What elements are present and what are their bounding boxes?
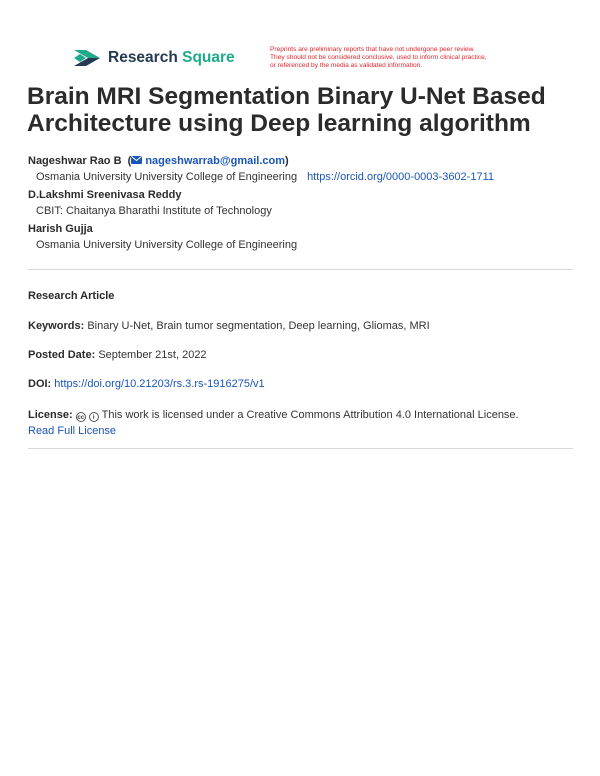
- envelope-icon: [131, 156, 142, 164]
- author-3-name: Harish Gujja: [28, 223, 93, 235]
- doi-link[interactable]: https://doi.org/10.21203/rs.3.rs-1916275/v1: [54, 378, 265, 390]
- research-square-logo[interactable]: [72, 48, 235, 68]
- research-square-logo-icon: [72, 48, 102, 68]
- preprint-notice: [270, 46, 540, 70]
- doi-label: DOI:: [28, 378, 52, 390]
- header: [0, 0, 600, 80]
- article-type-label: Research Article: [28, 290, 115, 302]
- notice-line: They should not be considered conclusive, used to inform clinical practice,: [270, 54, 487, 61]
- logo-word-research: Research: [108, 49, 178, 66]
- author-name: Nageshwar Rao B ( nageshwarrab@gmail.com): [28, 155, 289, 167]
- license-text: This work is licensed under a Creative Commons Attribution 4.0 International License.: [101, 409, 519, 421]
- notice-line: or referenced by the media as validated information.: [270, 62, 423, 69]
- keywords-value: Binary U-Net, Brain tumor segmentation, Deep learning, Gliomas, MRI: [87, 320, 430, 332]
- author-list: [28, 153, 578, 255]
- keywords-row: [28, 320, 430, 332]
- author-2-affiliation: CBIT: Chaitanya Bharathi Institute of Technology: [36, 205, 272, 217]
- read-full-license-link[interactable]: Read Full License: [28, 425, 117, 437]
- author-1-email: nageshwarrab@gmail.com: [145, 155, 286, 167]
- divider: [28, 448, 573, 449]
- author-affiliation: [28, 169, 578, 187]
- cc-icon: cc: [76, 412, 86, 422]
- author-1-name: Nageshwar Rao B: [28, 155, 122, 167]
- keywords-label: Keywords:: [28, 320, 85, 332]
- notice-line: Preprints are preliminary reports that have not undergone peer review.: [270, 46, 475, 53]
- logo-word-square: Square: [182, 49, 235, 66]
- article-type: [28, 290, 114, 302]
- orcid-link[interactable]: https://orcid.org/0000-0003-3602-1711: [307, 171, 494, 183]
- author-1-affiliation: Osmania University University College of Engineering: [36, 171, 298, 183]
- paper-title: Brain MRI Segmentation Binary U-Net Based Architecture using Deep learning algorithm: [27, 83, 546, 137]
- doi-row: [28, 378, 265, 390]
- posted-date-label: Posted Date:: [28, 349, 96, 361]
- license-row: [28, 407, 578, 439]
- author-email-link[interactable]: [131, 155, 285, 167]
- divider: [28, 269, 573, 270]
- cc-by-icon: i: [89, 412, 99, 422]
- logo-text: [108, 49, 235, 67]
- author-2-name: D.Lakshmi Sreenivasa Reddy: [28, 189, 182, 201]
- author-3-affiliation: Osmania University University College of Engineering: [36, 239, 298, 251]
- license-label: License:: [28, 409, 73, 421]
- posted-date-value: September 21st, 2022: [98, 349, 207, 361]
- posted-date-row: [28, 349, 207, 361]
